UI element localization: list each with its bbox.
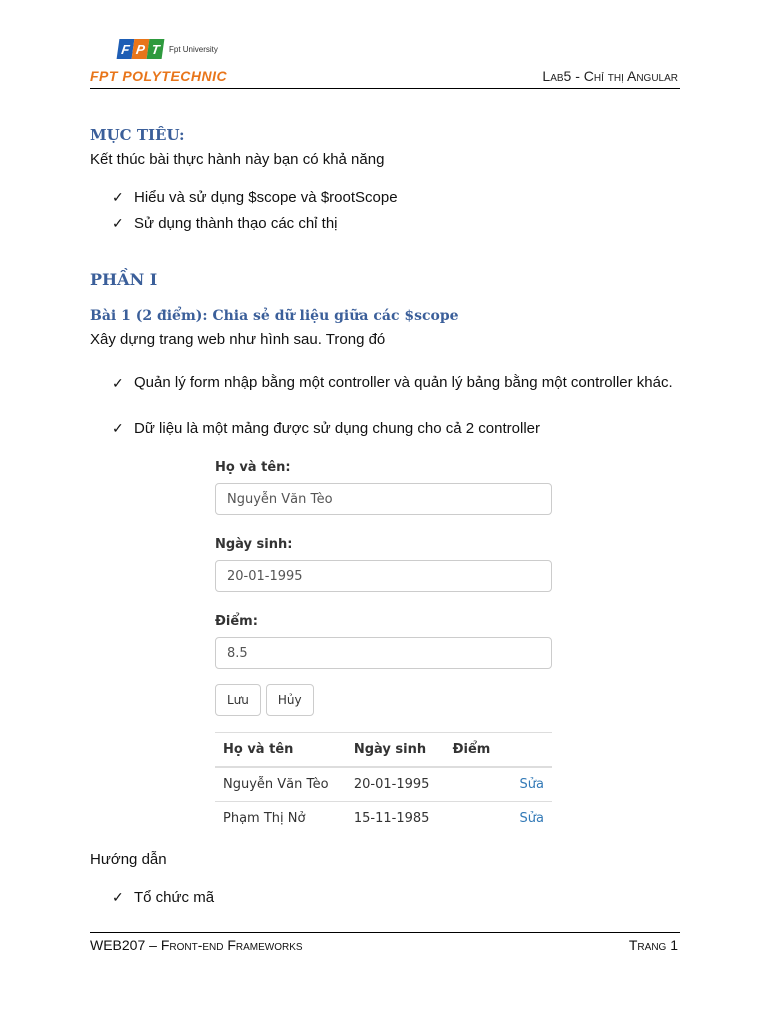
score-label: Điểm: [215, 614, 258, 629]
name-input[interactable]: Nguyễn Văn Tèo [215, 483, 552, 515]
name-label: Họ và tên: [215, 460, 291, 475]
objective-heading: MỤC TIÊU: [90, 126, 185, 144]
page-number: Trang 1 [628, 937, 678, 953]
course-code: WEB207 [90, 937, 146, 953]
objective-item-text: Hiểu và sử dụng $scope và $rootScope [134, 189, 398, 206]
cell-dob: 20-01-1995 [346, 767, 445, 802]
part-heading: PHẦN I [90, 270, 158, 289]
logo-letter-t: T [147, 39, 165, 59]
checkmark-icon: ✓ [112, 215, 124, 231]
cell-name: Nguyễn Văn Tèo [215, 767, 346, 802]
edit-link[interactable]: Sửa [512, 767, 552, 802]
guide-heading: Hướng dẫn [90, 851, 167, 868]
objective-item-text: Sử dụng thành thạo các chỉ thị [134, 215, 338, 232]
cell-score [445, 802, 512, 836]
table-row [215, 802, 552, 836]
edit-link[interactable]: Sửa [512, 802, 552, 836]
column-header [512, 733, 552, 768]
cell-dob: 15-11-1985 [346, 802, 445, 836]
brand-name: FPT POLYTECHNIC [90, 68, 228, 84]
exercise-item-text: Dữ liệu là một mảng được sử dụng chung cho cả 2 controller [134, 420, 540, 437]
table-header-row [215, 733, 552, 768]
guide-item-text: Tổ chức mã [134, 889, 215, 906]
objective-item [112, 189, 398, 206]
cancel-button[interactable]: Hủy [266, 684, 314, 716]
cell-score [445, 767, 512, 802]
logo-subtitle: Fpt University [169, 44, 218, 54]
checkmark-icon: ✓ [112, 375, 124, 391]
checkmark-icon: ✓ [112, 189, 124, 205]
student-form-mockup [215, 460, 552, 835]
course-name: – Front-end Frameworks [145, 937, 303, 953]
form-actions [215, 684, 552, 716]
objective-item [112, 215, 338, 232]
exercise-title: Bài 1 (2 điểm): Chia sẻ dữ liệu giữa các $scope [90, 308, 459, 324]
footer-rule [90, 932, 680, 933]
lab-title: Lab5 - Chỉ thị Angular [542, 68, 678, 84]
exercise-item-text: Quản lý form nhập bằng một controller và quản lý bảng bằng một controller khác. [134, 374, 673, 391]
dob-label: Ngày sinh: [215, 537, 293, 552]
exercise-item [112, 420, 540, 437]
column-header: Họ và tên [215, 733, 346, 768]
header-rule [90, 88, 680, 89]
exercise-intro: Xây dựng trang web như hình sau. Trong đó [90, 331, 386, 348]
column-header: Điểm [445, 733, 512, 768]
checkmark-icon: ✓ [112, 420, 124, 436]
cell-name: Phạm Thị Nở [215, 802, 346, 836]
logo-letter-p: P [132, 39, 150, 59]
dob-input[interactable]: 20-01-1995 [215, 560, 552, 592]
checkmark-icon: ✓ [112, 889, 124, 905]
fpt-logo [118, 36, 218, 62]
save-button[interactable]: Lưu [215, 684, 261, 716]
exercise-item [112, 370, 680, 396]
table-row [215, 767, 552, 802]
guide-item [112, 889, 214, 906]
logo-letter-f: F [117, 39, 135, 59]
footer-course [90, 937, 303, 953]
column-header: Ngày sinh [346, 733, 445, 768]
objective-intro: Kết thúc bài thực hành này bạn có khả năng [90, 151, 385, 168]
score-input[interactable]: 8.5 [215, 637, 552, 669]
student-table [215, 732, 552, 835]
